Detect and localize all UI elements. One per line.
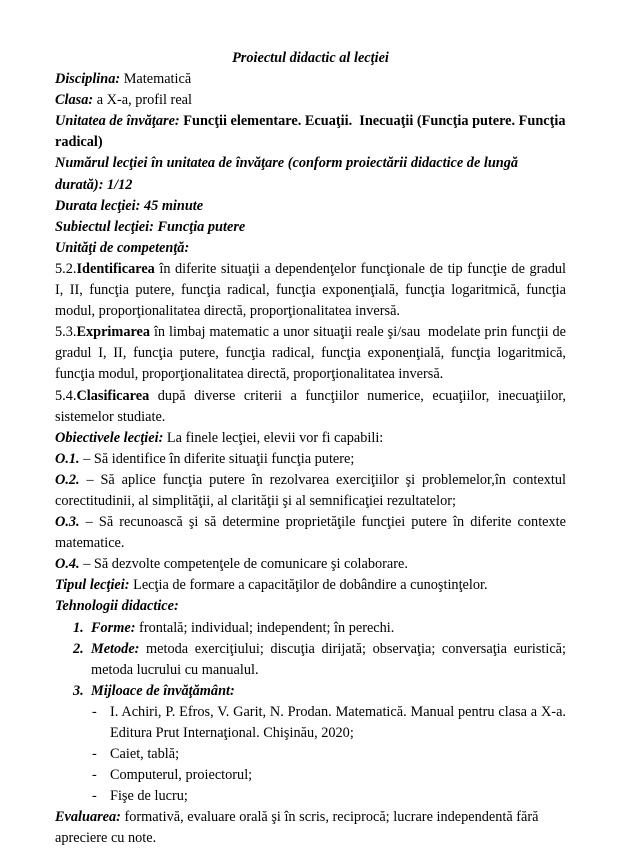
field-label: Durata lecţiei: 45 minute: [55, 197, 204, 214]
field-label: Disciplina:: [55, 71, 121, 88]
objective-o3: [55, 512, 570, 554]
competence-5-2: [55, 259, 570, 322]
list-number: 1.: [73, 619, 84, 636]
competence-name: Clasificarea: [76, 387, 150, 404]
objectives-intro: [55, 428, 566, 449]
objective-o2: [55, 470, 570, 512]
meta-line-durata: [55, 196, 566, 217]
doc-title: Proiectul didactic al lecţiei: [232, 50, 389, 66]
dash-bullet: -: [92, 703, 97, 720]
tech-label: Mijloace de învăţământ:: [91, 682, 235, 699]
list-number: 2.: [73, 640, 84, 657]
field-label: Unităţi de competenţă:: [55, 239, 190, 256]
field-value: Matematică: [120, 71, 192, 88]
field-label: Tipul lecţiei:: [55, 577, 130, 594]
competence-number: 5.2.: [55, 260, 77, 277]
field-value: Lecţia de formare a capacităţilor de dobândire a cunoştinţelor.: [129, 577, 488, 594]
competence-text: în diferite situaţii a dependenţelor funcţionale de tip funcţie de gradul I, II, funcţia putere, funcţia radical, funcţia exponenţială, funcţia logaritmică, funcţia modul, proporţionalitatea directă, proporţionalitatea inversă.: [55, 260, 570, 320]
field-value: formativă, evaluare orală şi în scris, reciprocă; lucrare independentă fără apreciere cu note.: [55, 809, 543, 847]
objective-id: O.1.: [55, 450, 80, 467]
competence-name: Exprimarea: [76, 324, 151, 341]
tech-text: metoda exerciţiului; discuţia dirijată; observaţia; conversaţia euristică; metoda lucrului cu manualul.: [91, 640, 570, 678]
tech-label: Forme:: [91, 619, 136, 636]
field-label: Evaluarea:: [55, 809, 121, 826]
meta-line-clasa: [55, 90, 566, 111]
material-text: I. Achiri, P. Efros, V. Garit, N. Prodan. Matematică. Manual pentru clasa a X-a. Editura Prut Internaţional. Chişinău, 2020;: [110, 703, 570, 741]
objective-text: – Să aplice funcţia putere în rezolvarea exerciţiilor şi problemelor,în contextul corectitudinii, al simplităţii, al clarităţii şi al semnificaţiei rezultatelor;: [55, 471, 570, 509]
competence-5-4: [55, 386, 570, 428]
competence-name: Identificarea: [76, 260, 155, 277]
tech-item-mijloace: [55, 681, 566, 702]
material-item-computer: [55, 765, 566, 786]
material-item-caiet: [55, 744, 566, 765]
meta-line-unitatea: [55, 111, 570, 153]
objective-o4: [55, 554, 566, 575]
lesson-type-line: [55, 575, 566, 596]
field-value: La finele lecţiei, elevii vor fi capabili:: [163, 429, 384, 446]
material-item-manual: [55, 702, 570, 744]
tech-item-forme: [55, 618, 566, 639]
tech-item-metode: [55, 639, 570, 681]
field-label: Unitatea de învăţare:: [55, 113, 180, 130]
evaluation-line: [55, 807, 566, 849]
competence-text: în limbaj matematic a unor situaţii reale şi/sau modelate prin funcţii de gradul I, II, funcţia putere, funcţia radical, funcţia exponenţială, funcţia logaritmică, funcţia modul, proporţionalitatea directă, proporţionalitatea inversă.: [55, 324, 570, 383]
field-label: Numărul lecţiei în unitatea de învăţare (conform proiectării didactice de lungă durată): 1/12: [55, 155, 522, 193]
material-text: Computerul, proiectorul;: [110, 767, 253, 784]
tech-text: frontală; individual; independent; în perechi.: [135, 619, 395, 636]
dash-bullet: -: [92, 746, 97, 763]
tech-label: Metode:: [91, 640, 140, 657]
list-number: 3.: [73, 682, 84, 699]
objective-text: – Să recunoască şi să determine proprietăţile funcţiei putere în diferite contexte matematice.: [55, 514, 570, 552]
meta-line-unitati-competenta: [55, 238, 566, 259]
competence-5-3: [55, 322, 570, 385]
dash-bullet: -: [92, 788, 97, 805]
material-item-fise: [55, 786, 566, 807]
objective-id: O.3.: [55, 514, 80, 531]
dash-bullet: -: [92, 767, 97, 784]
competence-number: 5.4.: [55, 387, 77, 404]
objective-o1: [55, 449, 566, 470]
meta-line-disciplina: [55, 69, 566, 90]
meta-line-numarul-lectiei: [55, 153, 566, 195]
competence-text: după diverse criterii a funcţiilor numerice, ecuaţiilor, inecuaţiilor, sistemelor studiate.: [55, 387, 570, 425]
field-label: Clasa:: [55, 92, 94, 109]
meta-line-subiectul: [55, 217, 566, 238]
field-label: Obiectivele lecţiei:: [55, 429, 164, 446]
competence-number: 5.3.: [55, 324, 77, 341]
objective-id: O.2.: [55, 471, 80, 488]
field-label: Tehnologii didactice:: [55, 598, 179, 615]
objective-id: O.4.: [55, 556, 80, 573]
objective-text: – Să dezvolte competenţele de comunicare şi colaborare.: [79, 556, 408, 573]
field-value: a X-a, profil real: [93, 92, 192, 109]
material-text: Caiet, tablă;: [110, 746, 180, 763]
technologies-heading: [55, 596, 566, 617]
field-value: Funcţii elementare. Ecuaţii. Inecuaţii (Funcţia putere. Funcţia radical): [55, 113, 570, 151]
field-label: Subiectul lecţiei: Funcţia putere: [55, 218, 246, 235]
material-text: Fişe de lucru;: [110, 788, 188, 805]
objective-text: – Să identifice în diferite situaţii funcţia putere;: [79, 450, 355, 467]
